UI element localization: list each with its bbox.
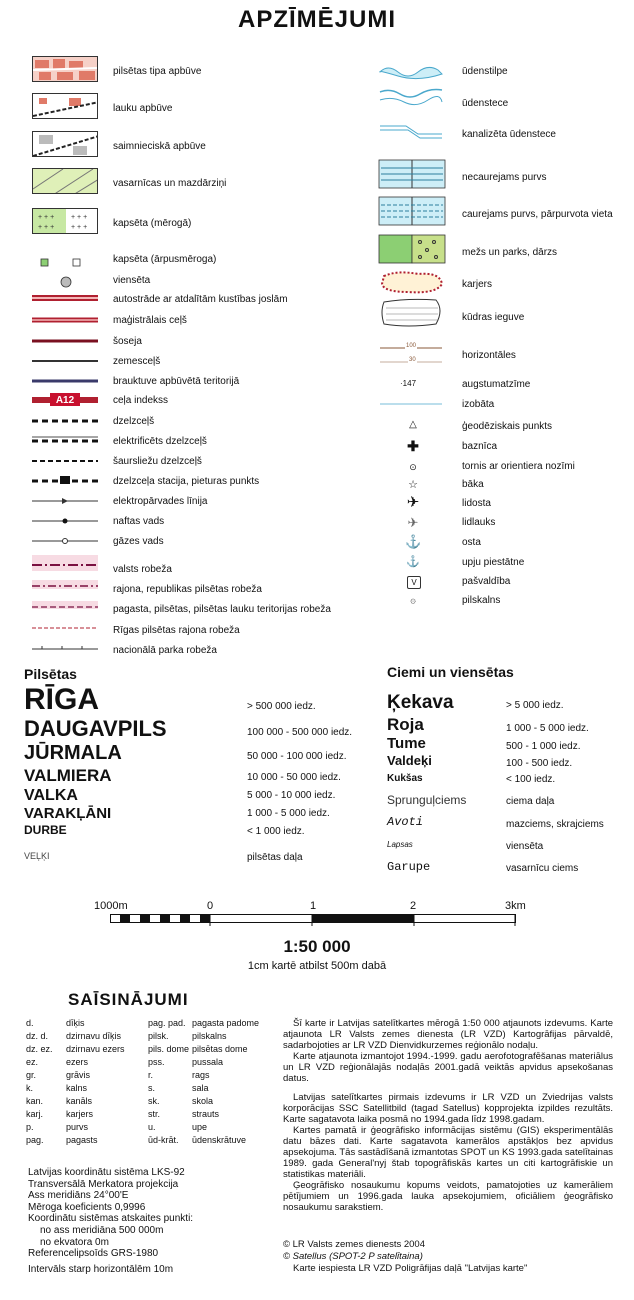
airport-icon: ✈ <box>406 494 420 511</box>
coord-line: Transversālā Merkatora projekcija <box>28 1178 179 1190</box>
coord-line: no ekvatora 0m <box>40 1236 109 1248</box>
city-name: JŪRMALA <box>24 742 122 764</box>
scale-label: 1000m <box>94 900 128 912</box>
river-pier-icon: ⚓ <box>406 556 420 568</box>
city-name: VALMIERA <box>24 766 112 785</box>
city-population: 5 000 - 10 000 iedz. <box>247 790 336 801</box>
legend-label: osta <box>462 537 481 548</box>
scale-label: 0 <box>207 900 214 912</box>
quarry-symbol <box>382 272 442 292</box>
city-name: VARAKĻĀNI <box>24 805 112 822</box>
legend-label: kapsēta (ārpusmēroga) <box>113 254 217 265</box>
economic-area-swatch <box>32 131 98 157</box>
legend-label: lauku apbūve <box>113 103 173 114</box>
description-paragraph: Karte atjaunota izmantojot 1994.-1999. gadu aerofotografēšanas materiālus un LR VZD reģionālajās nodaļās 2001.gadā veiktās apvidus apsekošanas datus. <box>283 1051 613 1084</box>
scale-label: 2 <box>410 900 417 912</box>
village-name: Lapsas <box>387 840 413 849</box>
description-paragraph: Latvijas satelītkartes pirmais izdevums ir LR VZD un Zviedrijas valsts korporācijas SSC Satellitbild (tagad Satellus) kopprojekta izpildes rezultāts. Karte sagatavota laika posmā no 1994.gada līdz 1998.gadam. <box>283 1092 613 1125</box>
coord-line: Referencelipsoīds GRS-1980 <box>28 1248 159 1260</box>
city-population: 1 000 - 5 000 iedz. <box>247 808 330 819</box>
legend-label: elektrificēts dzelzceļš <box>113 436 207 447</box>
svg-text:+ + +: + + + <box>71 214 88 221</box>
legend-label: dzelzceļš <box>113 416 155 427</box>
legend-label: mežs un parks, dārzs <box>462 247 558 258</box>
scale-ratio: 1:50 000 <box>283 937 351 956</box>
road-index-label: A12 <box>55 395 75 406</box>
railway-station <box>32 476 98 484</box>
legend-label: naftas vads <box>113 516 165 527</box>
city-name: VALKA <box>24 787 78 804</box>
abbreviations-heading: SAĪSINĀJUMI <box>68 990 189 1009</box>
city-population: 100 000 - 500 000 iedz. <box>247 727 353 738</box>
legend-label: karjers <box>462 279 493 290</box>
contour-value: 30 <box>409 357 416 363</box>
legend-label: šoseja <box>113 336 142 347</box>
rural-area-swatch <box>32 93 98 119</box>
power-line <box>32 498 98 504</box>
gas-pipeline <box>32 539 98 544</box>
legend-label: upju piestātne <box>462 557 525 568</box>
legend-title: APZĪMĒJUMI <box>237 6 396 33</box>
coord-line: Koordinātu sistēmas atskaites punkti: <box>28 1213 194 1225</box>
water-body-symbol <box>380 67 442 78</box>
village-population: > 5 000 iedz. <box>506 700 564 711</box>
hillfort-icon: ۞ <box>410 595 416 606</box>
legend-label: lidlauks <box>462 517 496 528</box>
national-park-border <box>32 646 98 649</box>
legend-label: autostrāde ar atdalītām kustības joslām <box>113 294 288 305</box>
coord-line: Mēroga koeficients 0,9996 <box>28 1201 146 1213</box>
legend-label: caurejams purvs, pārpurvota vieta <box>462 209 613 220</box>
airfield-icon: ✈ <box>407 515 419 530</box>
legend-label: maģistrālais ceļš <box>113 315 187 326</box>
legend-label: ūdenstilpe <box>462 66 508 77</box>
stream-symbol <box>380 90 442 105</box>
legend-label: elektropārvades līnija <box>113 496 208 507</box>
village-name: Roja <box>387 715 424 734</box>
legend-label: kanalizēta ūdenstece <box>462 129 556 140</box>
village-population: vasarnīcu ciems <box>506 863 579 874</box>
legend-label: tornis ar orientiera nozīmi <box>462 461 575 472</box>
legend-label: kūdras ieguve <box>462 312 525 323</box>
legend-label: pilsētas tipa apbūve <box>113 66 202 77</box>
line-symbols <box>32 290 102 660</box>
city-name: DAUGAVPILS <box>24 716 167 741</box>
coord-line: Ass meridiāns 24°00'E <box>28 1190 129 1202</box>
gardens-area-swatch <box>32 168 98 194</box>
coord-line: no ass meridiāna 500 000m <box>40 1224 164 1236</box>
legend-label: pilskalns <box>462 595 501 606</box>
spot-height-value: ·147 <box>400 379 417 388</box>
village-name: Kukšas <box>387 773 423 784</box>
village-name: Ķekava <box>387 692 454 713</box>
peat-symbol <box>378 296 448 336</box>
city-name: VEĻĶI <box>24 851 50 861</box>
legend-label: ūdenstece <box>462 98 509 109</box>
villages-heading: Ciemi un viensētas <box>387 664 514 680</box>
village-name: Valdeķi <box>387 753 432 768</box>
scale-label: 3km <box>505 900 526 912</box>
coord-line: Intervāls starp horizontālēm 10m <box>28 1263 174 1275</box>
legend-label: vasarnīcas un mazdārziņi <box>113 178 227 189</box>
city-name: RĪGA <box>24 683 99 716</box>
passable-bog-symbol <box>379 197 445 225</box>
scale-label: 1 <box>310 900 317 912</box>
coord-line: Latvijas koordinātu sistēma LKS-92 <box>28 1167 185 1178</box>
credit-line: Karte iespiesta LR VZD Poligrāfijas daļā "Latvijas karte" <box>293 1263 528 1274</box>
legend-label: šaursliežu dzelzceļš <box>113 456 202 467</box>
village-population: < 100 iedz. <box>506 774 556 785</box>
village-population: 1 000 - 5 000 iedz. <box>506 723 589 734</box>
lighthouse-icon: ☆ <box>408 479 418 491</box>
legend-label: viensēta <box>113 275 151 286</box>
village-population: 100 - 500 iedz. <box>506 758 573 769</box>
canal-symbol <box>380 126 442 138</box>
urban-area-swatch <box>32 56 98 82</box>
svg-text:+ + +: + + + <box>38 224 55 231</box>
bog-symbol <box>379 160 445 188</box>
legend-label: brauktuve apbūvētā teritorijā <box>113 376 240 387</box>
water-symbols <box>378 60 448 320</box>
state-border <box>32 555 98 571</box>
parish-border <box>32 601 98 609</box>
legend-label: baznīca <box>462 441 498 452</box>
svg-text:+ + +: + + + <box>71 224 88 231</box>
legend-label: rajona, republikas pilsētas robeža <box>113 584 262 595</box>
oil-pipeline <box>32 519 98 524</box>
legend-label: izobāta <box>462 399 495 410</box>
geodetic-point-icon: △ <box>409 419 417 430</box>
city-population: pilsētas daļa <box>247 852 303 863</box>
credits <box>283 1239 527 1275</box>
church-icon: ✚ <box>407 438 419 454</box>
village-name: Avoti <box>387 815 424 829</box>
legend-label: valsts robeža <box>113 564 172 575</box>
contour-symbols <box>378 340 448 410</box>
port-icon: ⚓ <box>405 534 422 549</box>
legend-label: necaurejams purvs <box>462 172 547 183</box>
cemetery-small-icon <box>40 255 100 273</box>
city-population: > 500 000 iedz. <box>247 701 316 712</box>
description-paragraph: Kartes pamatā ir ģeogrāfisko informācijas sistēmu (GIS) eksperimentālās datu bāzes dati. Karte sagatavota kamerālos apstākļos bez apvidus apsekojuma. Tās sastādīšanā izmantotas SPOT un KS 1993.gada satelītainas 1989. gada General'nyj štab topogrāfiskās kartes un citi kartogrāfiskie un statistikas materiāli. <box>283 1125 613 1180</box>
scale-bar <box>110 914 520 930</box>
coordinate-info <box>28 1167 193 1275</box>
village-population: 500 - 1 000 iedz. <box>506 741 581 752</box>
city-population: 10 000 - 50 000 iedz. <box>247 772 341 783</box>
credit-line: © Satellus (SPOT-2 P satelītaina) <box>283 1251 423 1262</box>
village-name: Garupe <box>387 860 431 874</box>
electric-railway-line <box>32 437 98 441</box>
cemetery-swatch <box>32 208 98 234</box>
legend-label: ceļa indekss <box>113 395 169 406</box>
village-name: Sprunguļciems <box>387 793 467 807</box>
description-paragraph: Šī karte ir Latvijas satelītkartes mērogā 1:50 000 atjaunots izdevums. Karte atjaunota LR Valsts zemes dienesta (LR VZD) Kartogrāfijas pārvaldē, sadarbojoties ar LR VZD Dienvidkurzemes reģionālo nodaļu. <box>283 1018 613 1051</box>
svg-text:+ + +: + + + <box>38 214 55 221</box>
village-population: viensēta <box>506 841 544 852</box>
legend-label: saimnieciskā apbūve <box>113 141 206 152</box>
village-name: Tume <box>387 735 426 752</box>
scale-note: 1cm kartē atbilst 500m dabā <box>247 960 387 972</box>
forest-symbol <box>379 235 445 263</box>
legend-label: kapsēta (mērogā) <box>113 218 192 229</box>
legend-label: gāzes vads <box>113 536 164 547</box>
legend-label: dzelzceļa stacija, pieturas punkts <box>113 476 260 487</box>
contour-value: 100 <box>406 343 417 349</box>
legend-label: Rīgas pilsētas rajona robeža <box>113 625 240 636</box>
cities-heading: Pilsētas <box>24 666 77 682</box>
legend-label: augstumatzīme <box>462 379 531 390</box>
city-population: < 1 000 iedz. <box>247 826 305 837</box>
city-name: DURBE <box>24 823 67 837</box>
city-population: 50 000 - 100 000 iedz. <box>247 751 347 762</box>
district-border <box>32 580 98 589</box>
legend-label: nacionālā parka robeža <box>113 645 217 656</box>
legend-label: pašvaldība <box>462 576 511 587</box>
legend-label: horizontāles <box>462 350 516 361</box>
legend-label: lidosta <box>462 498 491 509</box>
credit-line: © LR Valsts zemes dienests 2004 <box>283 1239 426 1250</box>
legend-label: pagasta, pilsētas, pilsētas lauku teritorijas robeža <box>113 604 331 615</box>
legend-label: bāka <box>462 479 484 490</box>
village-population: ciema daļa <box>506 796 555 807</box>
municipality-icon: V <box>407 576 421 589</box>
legend-label: zemesceļš <box>113 356 161 367</box>
description-paragraph: Ģeogrāfisko nosaukumu kopums veidots, pamatojoties uz kamerāliem pētījumiem un 1996.gada lauka apsekojumiem, oficiāliem ģeogrāfisko nosaukumu sarakstiem. <box>283 1180 613 1213</box>
legend-label: ģeodēziskais punkts <box>462 421 553 432</box>
tower-icon: ⊙ <box>409 462 417 472</box>
village-population: mazciems, skrajciems <box>506 819 604 830</box>
map-description <box>283 1018 613 1213</box>
